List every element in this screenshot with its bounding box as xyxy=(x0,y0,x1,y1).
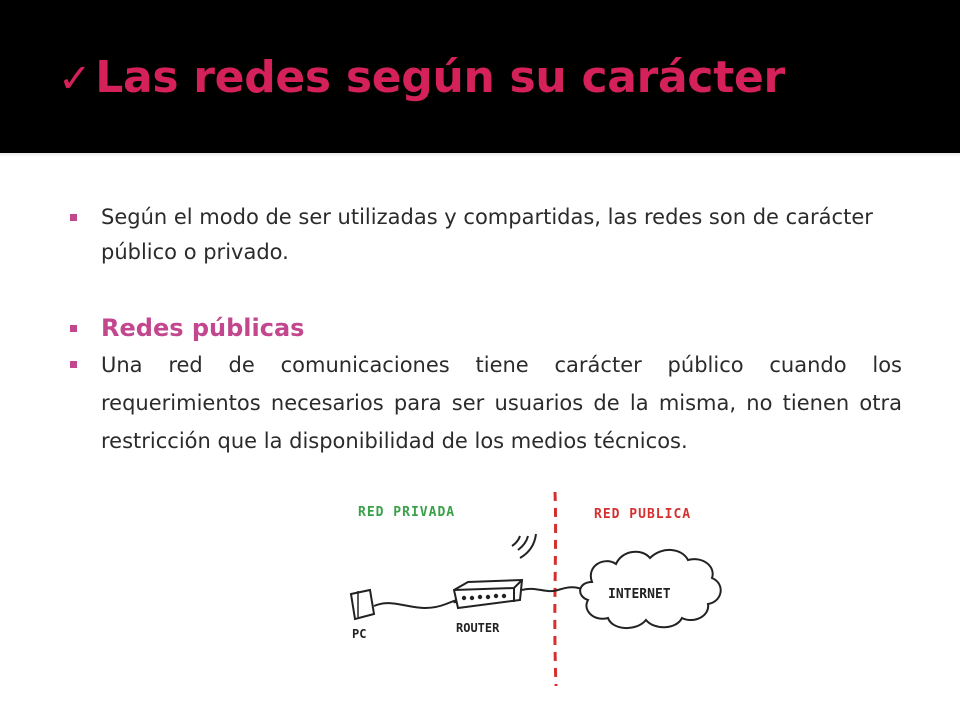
square-bullet-icon xyxy=(70,325,77,332)
router-icon xyxy=(454,580,522,608)
slide-title-text: Las redes según su carácter xyxy=(95,52,785,103)
pc-icon xyxy=(351,590,374,619)
bullet-heading-text: Redes públicas xyxy=(101,314,305,342)
bullet-text: Según el modo de ser utilizadas y compartidas, las redes son de carácter público o privado. xyxy=(101,205,873,264)
network-divider-line xyxy=(555,492,556,686)
bullet-item xyxy=(68,200,902,270)
network-sketch-diagram xyxy=(336,486,732,690)
pc-router-cable xyxy=(374,599,462,608)
public-network-label: RED PUBLICA xyxy=(594,507,692,522)
checkmark-icon: ✓ xyxy=(58,56,92,102)
internet-label: INTERNET xyxy=(608,587,671,602)
bullet-item xyxy=(68,346,902,460)
wifi-signal-icon xyxy=(512,534,536,558)
title-divider xyxy=(0,153,960,157)
bullet-text: Una red de comunicaciones tiene carácter público cuando los requerimientos necesarios para ser usuarios de la misma, no tienen otra restricción que la disponibilidad de los medios técnicos. xyxy=(101,353,902,453)
router-label: ROUTER xyxy=(456,621,500,635)
slide-title xyxy=(58,52,785,103)
square-bullet-icon xyxy=(70,214,77,221)
private-network-label: RED PRIVADA xyxy=(358,505,456,520)
square-bullet-icon xyxy=(70,361,77,368)
bullet-list xyxy=(68,200,902,460)
pc-label: PC xyxy=(352,627,367,641)
bullet-heading xyxy=(68,310,902,346)
